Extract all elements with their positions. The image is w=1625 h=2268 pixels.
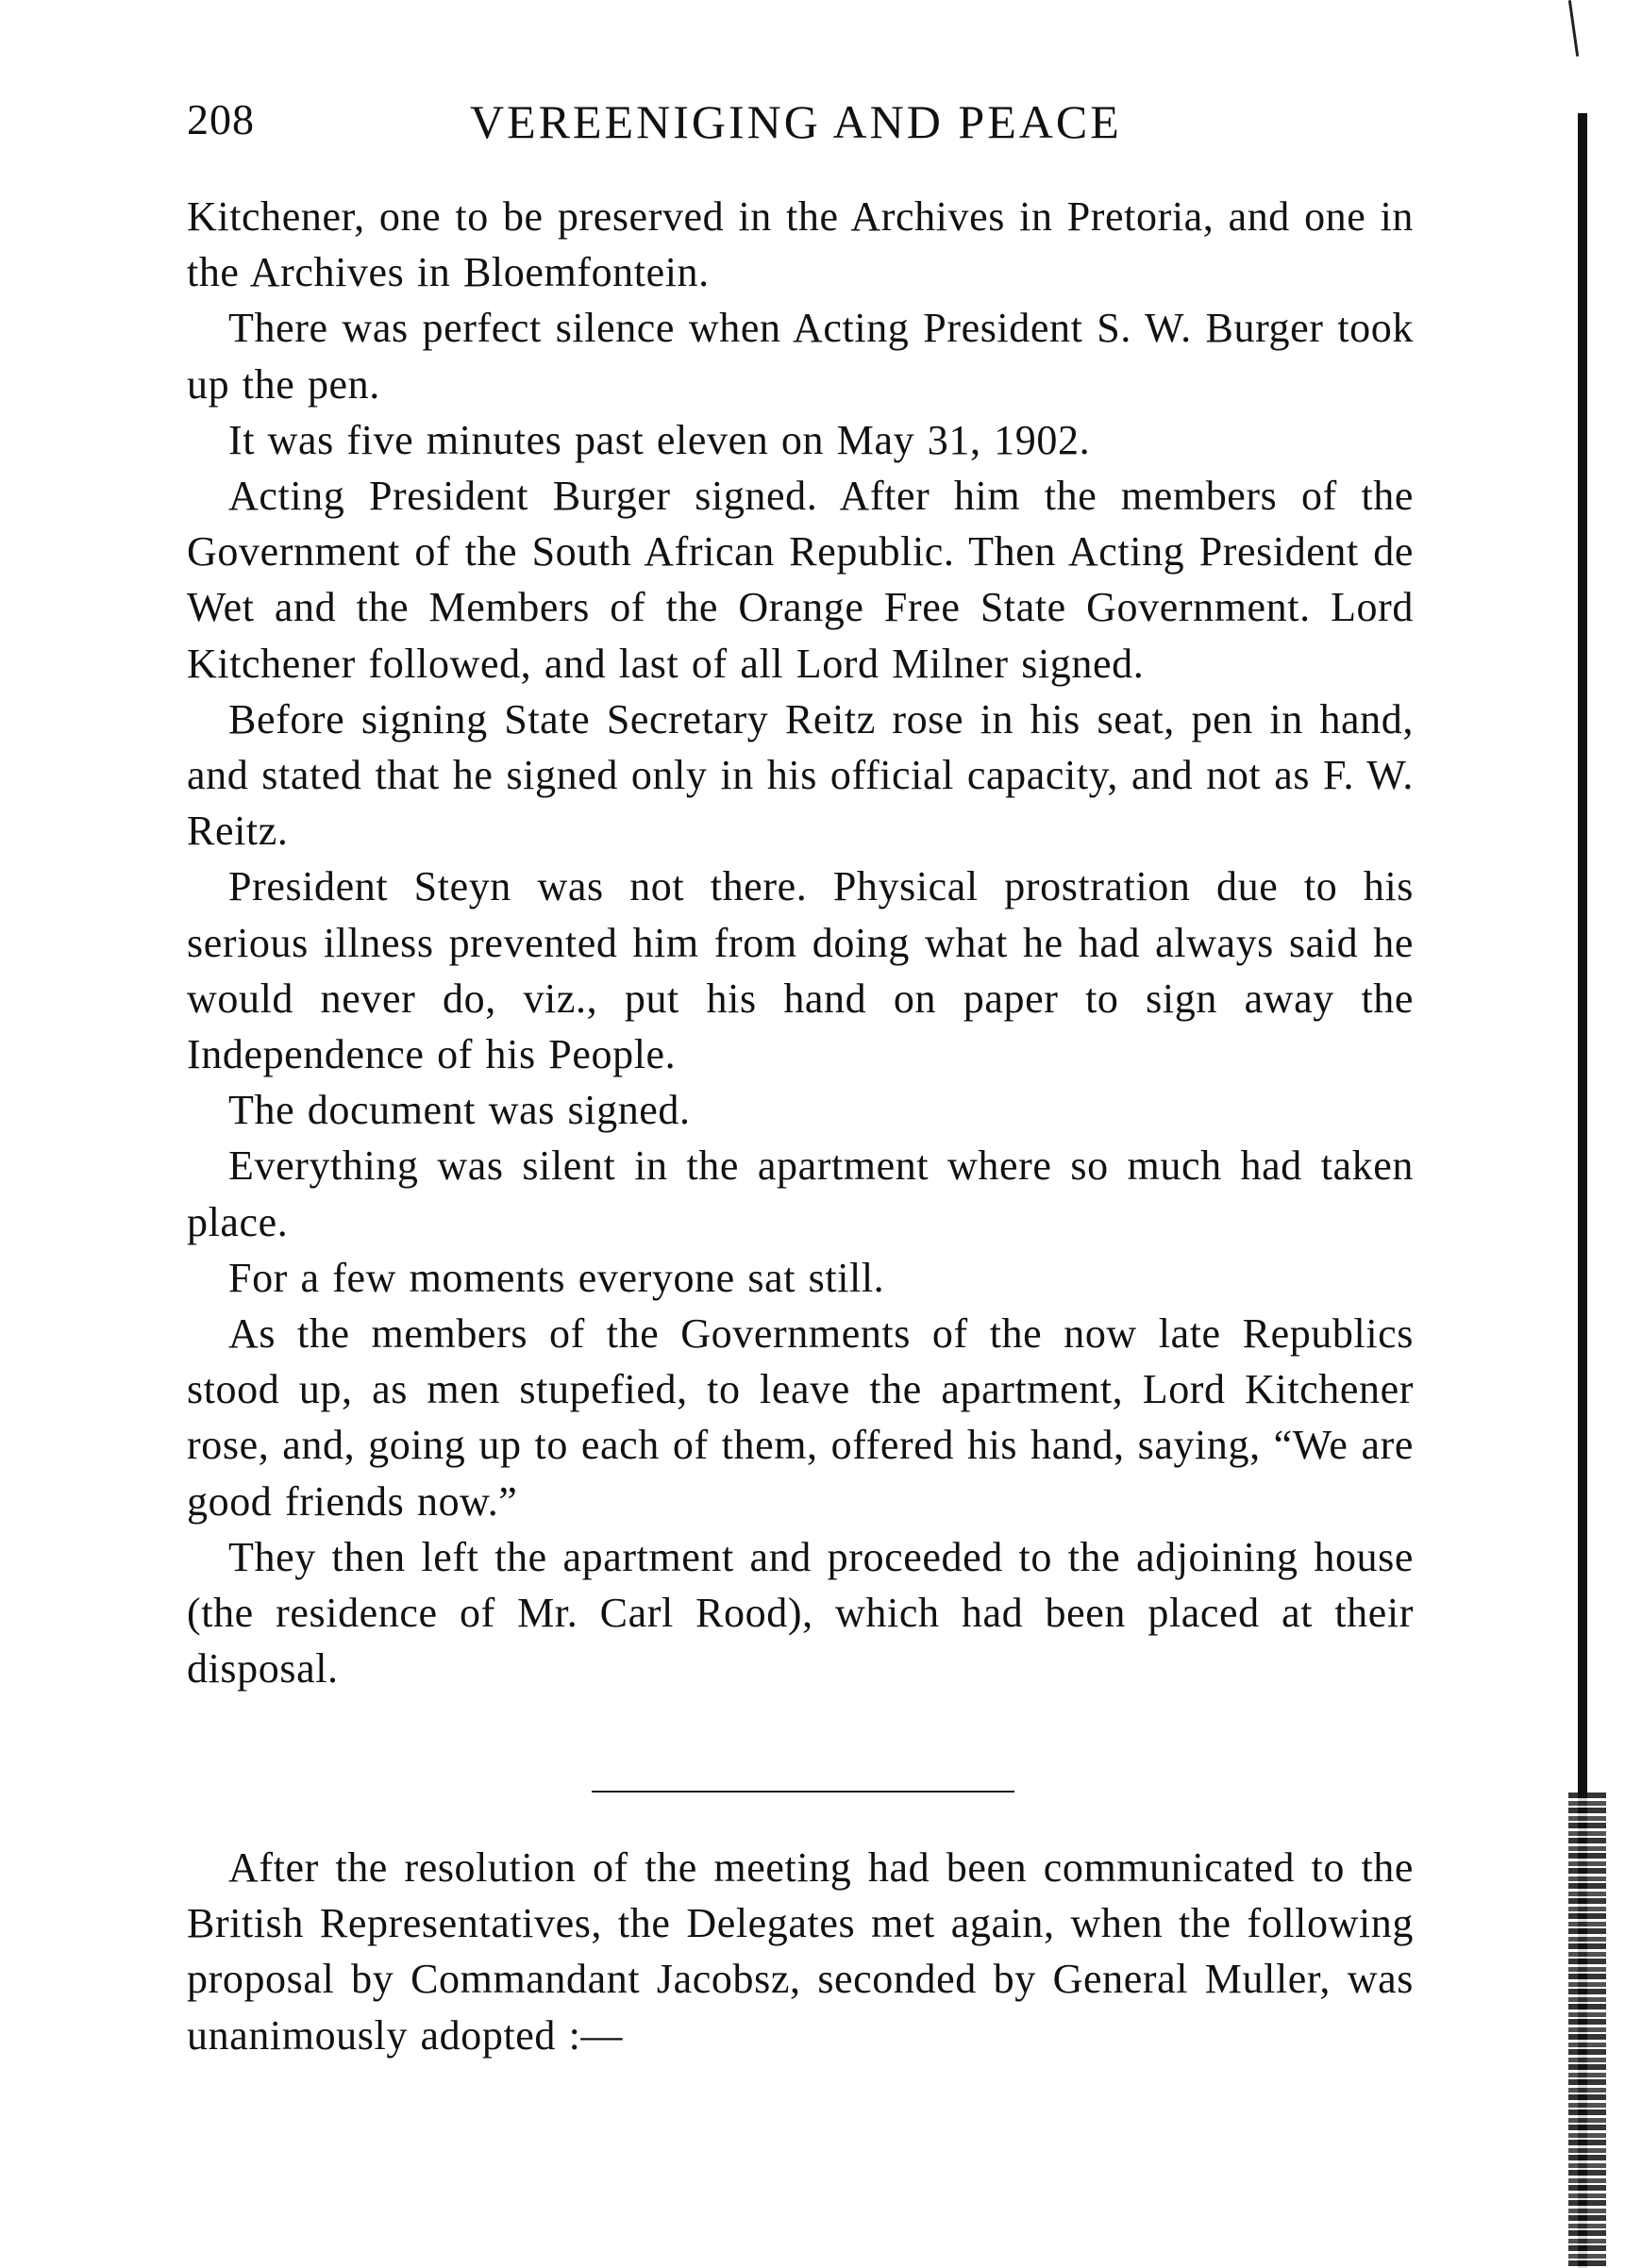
running-title: VEREENIGING AND PEACE [470, 95, 1122, 148]
paragraph: The document was signed. [228, 1087, 691, 1134]
paragraph: Before signing State Secretary Reitz rose in his seat, pen in hand, and stated that he signed only in his official capacity, and not as F. W. Reitz. [187, 695, 1414, 855]
paragraph: After the resolution of the meeting had been communicated to the British Representatives, the Delegates met again, when the following proposal by Commandant Jacobsz, seconded by General Muller, was unanimously adopted :— [187, 1844, 1414, 2059]
paragraph: Everything was silent in the apartment where so much had taken place. [187, 1142, 1414, 1245]
paragraph: There was perfect silence when Acting President S. W. Burger took up the pen. [187, 305, 1414, 408]
page-edge-wear [1568, 1793, 1606, 2268]
paragraph: As the members of the Governments of the now late Republics stood up, as men stupefied, to leave the apartment, Lord Kitchener rose, and, going up to each of them, offered his hand, saying, “We are good friends now.” [187, 1310, 1414, 1525]
scan-mark [1568, 0, 1579, 57]
paragraph: They then left the apartment and proceeded to the adjoining house (the residence of Mr. Carl Rood), which had been placed at their disposal. [187, 1533, 1414, 1693]
binding-edge-shadow [1568, 0, 1625, 2268]
page-number: 208 [187, 95, 255, 143]
paragraph: Acting President Burger signed. After him the members of the Government of the South African Republic. Then Acting President de Wet and the Members of the Orange Free State Government. Lord Kitchener followed, and last of all Lord Milner signed. [187, 473, 1414, 687]
after-divider-text [187, 1840, 1414, 2063]
paragraph: For a few moments everyone sat still. [228, 1254, 885, 1301]
body-text [187, 189, 1414, 1696]
paragraph: President Steyn was not there. Physical prostration due to his serious illness prevented him from doing what he had always said he would never do, viz., put his hand on paper to sign away the Independence of his People. [187, 863, 1414, 1078]
paragraph: It was five minutes past eleven on May 31, 1902. [228, 416, 1091, 463]
paragraph-continued: Kitchener, one to be preserved in the Archives in Pretoria, and one in the Archives in Bloemfontein. [187, 193, 1414, 296]
running-head [187, 94, 1414, 160]
section-divider [592, 1791, 1014, 1793]
